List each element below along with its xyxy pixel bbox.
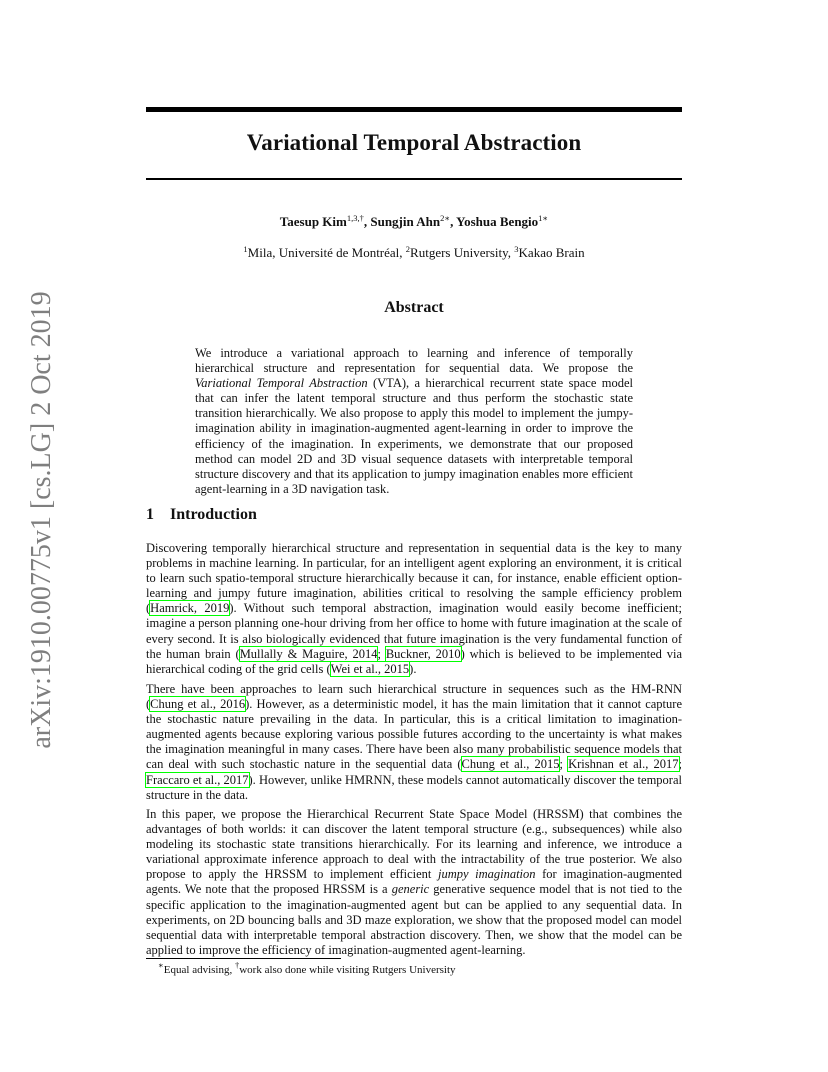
citation-link[interactable]: Chung et al., 2015 (461, 757, 560, 772)
paragraph-text: Discovering temporally hierarchical structure and representation in sequential data is the key to many problems in machine learning. In particular, for an intelligent agent exploring an environment, it is critical to learn such spatio-temporal structure hierarchically because it can, for instance, enable efficient option-learning and jumpy future imagination, abilities critical to resolving the sample efficiency problem ( (146, 541, 682, 616)
paragraph-text: ). (409, 661, 417, 676)
author-name: Taesup Kim (279, 214, 347, 229)
paragraph-text: ; (678, 757, 682, 772)
abstract-text: (VTA), a hierarchical recurrent state space model that can infer the latent temporal structure and thus perform the stochastic state transition hierarchically. We also propose to apply this model to implement the jumpy-imagination ability in imagination-augmented agent-learning in order to improve the efficiency of the imagination. In experiments, we demonstrate that our proposed method can model 2D and 3D visual sequence datasets with interpretable temporal structure discovery and that its application to jumpy imagination enables more efficient agent-learning in a 3D navigation task. (195, 376, 633, 496)
footnote-mark: † (234, 960, 240, 970)
paragraph-text: ). Without such temporal abstraction, imagination would easily become inefficient; imagine a person planning one-hour driving from her office to home with future imagination at the scale of every second. It is also biologically evidenced that future imagination is the very fundamental function of the human brain ( (146, 601, 682, 661)
citation-link[interactable]: Krishnan et al., 2017 (568, 757, 679, 772)
paragraph-text: ; (377, 646, 386, 661)
footnote (158, 960, 456, 976)
footnote-mark: ∗ (158, 960, 164, 970)
affiliations: $^1$Mila, Université de Montréal, $^2$Rutgers University, $^3$Kakao Brain (243, 244, 585, 260)
paragraph-text: ; (559, 757, 569, 772)
paragraph-text: In this paper, we propose the Hierarchical Recurrent State Space Model (HRSSM) that combines the advantages of both worlds: it can discover the latent temporal structure (e.g., subsequences) while also modeling its stochastic state transitions hierarchically. For its learning and inference, we introduce a variational approximate inference approach to deal with the intractability of the true posterior. We also propose to apply the HRSSM to implement efficient (146, 807, 682, 882)
author-list: Taesup Kim$^{1,3,\dagger}$, Sungjin Ahn$^{2∗}$, Yoshua Bengio$^{1∗}$ (279, 213, 549, 229)
author-mark: 2∗ (440, 213, 451, 223)
footnote-text: Equal advising, (163, 964, 235, 976)
title-bottom-rule (146, 178, 682, 180)
citation-link[interactable]: Buckner, 2010 (385, 646, 461, 661)
affiliation-mark: 2 (405, 244, 411, 254)
footnote-text: work also done while visiting Rutgers University (239, 964, 456, 976)
paragraph-text: There have been approaches to learn such hierarchical structure in sequences such as the HM-RNN ( (146, 682, 682, 712)
abstract-emphasis: Variational Temporal Abstraction (195, 376, 368, 391)
paragraph-text: ). However, as a deterministic model, it has the main limitation that it cannot capture the stochastic nature prevailing in the data. In particular, this is a critical limitation to imagination-augmented agents because exploring various possible futures according to the uncertainty is what makes the imagination meaningful in many cases. There have been also many probabilistic sequence models that can deal with such stochastic nature in the sequential data ( (146, 697, 682, 772)
intro-paragraph-3 (146, 807, 682, 958)
section-number: 1 (146, 506, 154, 523)
affiliation: Kakao Brain (518, 245, 585, 260)
affiliation: Mila, Université de Montréal (247, 245, 400, 260)
paragraph-text: ) which is believed to be implemented via hierarchical coding of the grid cells ( (146, 646, 683, 676)
author-name: Sungjin Ahn (370, 214, 441, 229)
affiliation-mark: 3 (514, 244, 519, 254)
author-mark: 1,3,† (346, 213, 364, 223)
affiliation-mark: 1 (243, 244, 248, 254)
author-name: Yoshua Bengio (456, 214, 539, 229)
affiliation: Rutgers University (410, 245, 508, 260)
citation-link[interactable]: Wei et al., 2015 (330, 661, 410, 676)
citation-link[interactable]: Chung et al., 2016 (150, 697, 246, 712)
paragraph-text: generative sequence model that is not tied to the specific application to the imagination-augmented agent but can be applied to any sequential data. In experiments, on 2D bouncing balls and 3D maze exploration, we show that the proposed model can model sequential data with interpretable temporal abstraction discovery. Then, we show that the model can be applied to improve the efficiency of imagination-augmented agent-learning. (146, 882, 682, 957)
footnote-rule (146, 958, 341, 959)
citation-link[interactable]: Hamrick, 2019 (150, 601, 230, 616)
emphasis-text: jumpy imagination (437, 867, 536, 882)
author-mark: 1∗ (538, 213, 549, 223)
paper-title: Variational Temporal Abstraction (246, 130, 582, 155)
paragraph-text: for imagination-augmented agents. We note that the proposed HRSSM is a (146, 867, 683, 897)
section-title: Introduction (170, 506, 257, 523)
arxiv-identifier: arXiv:1910.00775v1 [cs.LG] 2 Oct 2019 (26, 291, 57, 749)
intro-paragraph-1 (146, 541, 682, 677)
emphasis-text: generic (391, 882, 430, 897)
title-top-rule (146, 107, 682, 112)
paragraph-text: ). However, unlike HMRNN, these models cannot automatically discover the temporal structure in the data. (146, 772, 682, 802)
abstract-heading: Abstract (384, 299, 444, 316)
section-heading (146, 506, 257, 524)
citation-link[interactable]: Mullally & Maguire, 2014 (239, 646, 378, 661)
abstract-text: We introduce a variational approach to learning and inference of temporally hierarchical structure and representation for sequential data. We propose the (195, 346, 633, 376)
citation-link[interactable]: Fraccaro et al., 2017 (146, 772, 249, 787)
abstract-body (195, 346, 633, 497)
intro-paragraph-2 (146, 682, 682, 803)
